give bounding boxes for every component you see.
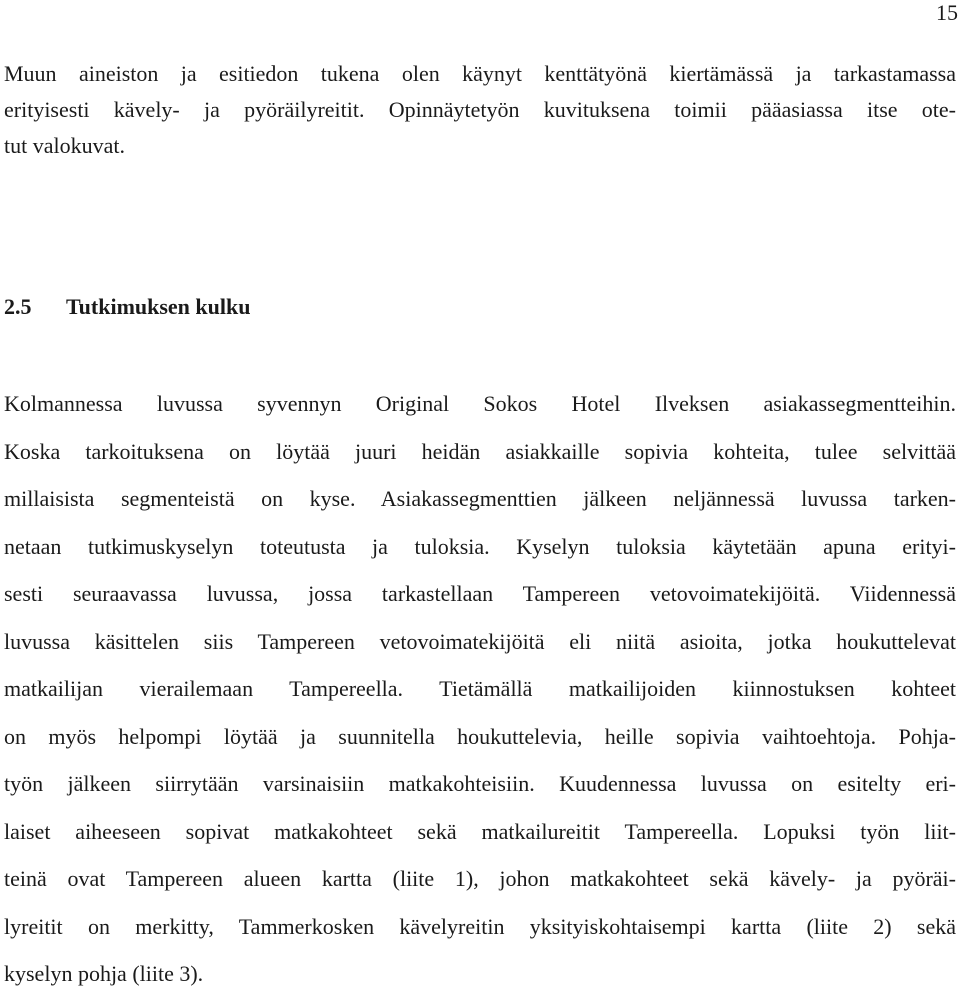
paragraph-line: Muun aineiston ja esitiedon tukena olen käynyt kenttätyönä kiertämässä ja tarkastamassa [4,61,956,86]
paragraph-line: laiset aiheeseen sopivat matkakohteet sekä matkailureitit Tampereella. Lopuksi työn liit- [4,818,956,844]
section-title: Tutkimuksen kulku [66,294,251,319]
paragraph-line: erityisesti kävely- ja pyöräilyreitit. Opinnäytetyön kuvituksena toimii pääasiassa itse ote- [4,97,956,122]
paragraph-line: millaisista segmenteistä on kyse. Asiakassegmenttien jälkeen neljännessä luvussa tarken- [4,486,956,511]
paragraph-line: matkailijan vierailemaan Tampereella. Tietämällä matkailijoiden kiinnostuksen kohteet [4,676,956,701]
body-paragraph [4,380,956,998]
paragraph-line: lyreitit on merkitty, Tammerkosken kävelyreitin yksityiskohtaisempi kartta (liite 2) sekä [4,913,956,939]
paragraph-line: tut valokuvat. [4,133,125,158]
section-heading [4,290,250,324]
paragraph-line: kyselyn pohja (liite 3). [4,961,204,986]
paragraph-line: luvussa käsittelen siis Tampereen vetovoimatekijöitä eli niitä asioita, jotka houkuttelevat [4,628,956,654]
paragraph-line: Koska tarkoituksena on löytää juuri heidän asiakkaille sopivia kohteita, tulee selvittää [4,438,956,464]
paragraph-line: työn jälkeen siirrytään varsinaisiin matkakohteisiin. Kuudennessa luvussa on esitelty eri- [4,771,956,796]
paragraph-line: netaan tutkimuskyselyn toteutusta ja tuloksia. Kyselyn tuloksia käytetään apuna erityi- [4,533,956,559]
intro-paragraph [4,56,956,164]
paragraph-line: Kolmannessa luvussa syvennyn Original Sokos Hotel Ilveksen asiakassegmentteihin. [4,391,956,416]
paragraph-line: on myös helpompi löytää ja suunnitella houkuttelevia, heille sopivia vaihtoehtoja. Pohja- [4,723,956,749]
paragraph-line: sesti seuraavassa luvussa, jossa tarkastellaan Tampereen vetovoimatekijöitä. Viidennessä [4,581,956,606]
paragraph-line: teinä ovat Tampereen alueen kartta (liite 1), johon matkakohteet sekä kävely- ja pyöräi- [4,866,956,891]
section-number: 2.5 [4,294,32,319]
page-number: 15 [936,0,958,25]
